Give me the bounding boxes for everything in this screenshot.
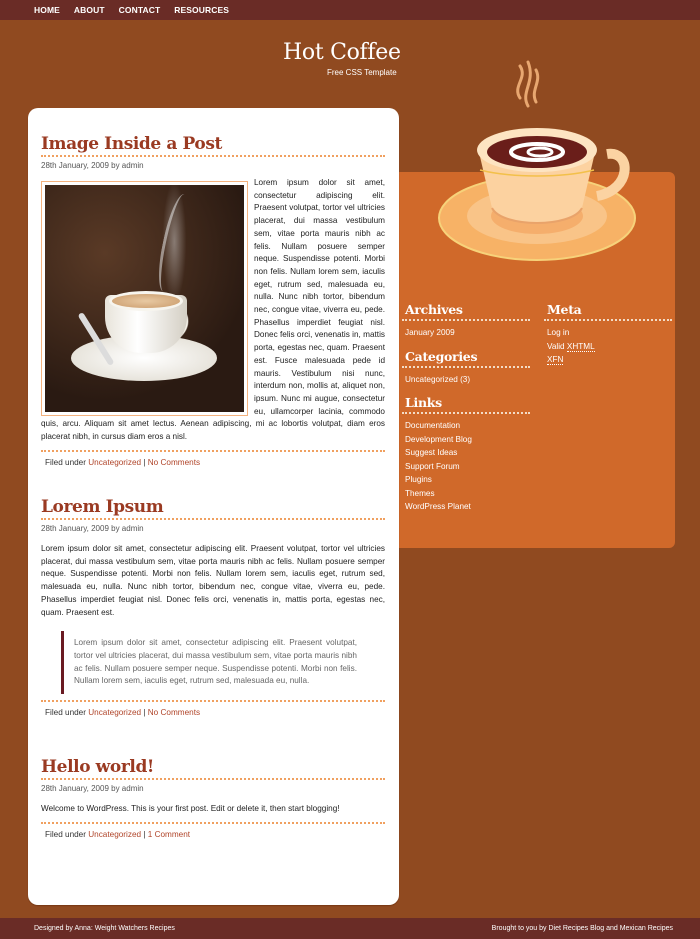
link-documentation[interactable]: Documentation <box>405 421 461 430</box>
separator: | <box>141 708 148 718</box>
nav-about[interactable]: ABOUT <box>73 5 105 15</box>
top-navigation <box>0 0 700 20</box>
nav-resources[interactable]: RESOURCES <box>174 5 230 15</box>
footer-credit-left[interactable]: Designed by Anna: Weight Watchers Recipes <box>34 925 175 932</box>
post-image-inside <box>41 134 385 467</box>
category-link[interactable]: Uncategorized (3) <box>405 374 471 384</box>
post-title[interactable]: Image Inside a Post <box>41 134 385 157</box>
login-link[interactable]: Log in <box>547 328 570 337</box>
categories-title: Categories <box>402 349 530 368</box>
nav-contact[interactable]: CONTACT <box>118 5 161 15</box>
xfn-link[interactable]: XFN <box>547 355 564 364</box>
coffee-cup-illustration <box>432 58 642 268</box>
sidebar-left-column <box>402 302 530 523</box>
comments-link[interactable]: 1 Comment <box>147 829 191 839</box>
post-body <box>41 177 385 444</box>
footer-credit-right[interactable]: Brought to you by Diet Recipes Blog and Mexican Recipes <box>491 925 673 932</box>
category-link[interactable]: Uncategorized <box>88 829 142 839</box>
post-body: Lorem ipsum dolor sit amet, consectetur adipiscing elit. Praesent volutpat, tortor vel ultricies placerat, dui massa vestibulum sem, vitae porta mauris nibh ac felis. Nullam posuere semper neque. Suspendisse potenti. Morbi non felis. Nullam lorem sem, iaculis eget, rutrum sed, malesuada eu, nulla. Nunc nibh tortor, bibendum nec, congue vitae, viverra eu, pede. Phasellus imperdiet feugiat nisl. Donec felis orci, venenatis in, mattis porta, egestas nec, quam. Praesent est. <box>41 544 385 617</box>
site-tagline: Free CSS Template <box>327 68 397 77</box>
link-wordpress-planet[interactable]: WordPress Planet <box>405 502 471 511</box>
nav-home[interactable]: HOME <box>34 5 60 15</box>
meta-title: Meta <box>544 302 672 321</box>
post-meta: 28th January, 2009 by admin <box>41 161 144 170</box>
sidebar-right-column <box>544 302 672 376</box>
coffee-cup-on-beans-photo <box>45 185 244 412</box>
comments-link[interactable]: No Comments <box>147 457 201 467</box>
post-footer <box>41 824 385 839</box>
archive-link[interactable]: January 2009 <box>405 328 455 337</box>
site-title[interactable]: Hot Coffee <box>283 40 401 65</box>
separator: | <box>141 829 148 839</box>
meta-widget <box>544 302 672 376</box>
post-hello-world <box>41 757 385 839</box>
link-suggest-ideas[interactable]: Suggest Ideas <box>405 448 458 457</box>
link-plugins[interactable]: Plugins <box>405 475 432 484</box>
steam-shape <box>153 192 195 294</box>
category-link[interactable]: Uncategorized <box>88 457 142 467</box>
post-lorem-ipsum <box>41 497 385 717</box>
site-footer <box>0 918 700 939</box>
post-meta: 28th January, 2009 by admin <box>41 784 144 793</box>
separator: | <box>141 457 148 467</box>
comments-link[interactable]: No Comments <box>147 708 201 718</box>
post-footer <box>41 452 385 467</box>
link-development-blog[interactable]: Development Blog <box>405 434 472 444</box>
filed-under-label: Filed under <box>45 829 89 839</box>
link-support-forum[interactable]: Support Forum <box>405 461 460 471</box>
post-text: Lorem ipsum dolor sit amet, consectetur adipiscing elit. Praesent volutpat, tortor vel ultricies placerat, dui massa vestibulum sem, vitae porta mauris nibh ac felis. Nullam posuere semper neque. Suspendisse potenti. Morbi non felis. Nullam lorem sem, iaculis eget, rutrum sed, malesuada eu, nulla. Nunc nibh tortor, bibendum nec, congue vitae, viverra eu, pede. Phasellus imperdiet feugiat nisl. Donec felis orci, venenatis in, mattis porta, egestas nec, quam. Praesent est. Fusce malesuada pede id mauris. Vestibulum nisi nunc, interdum non, mollis at, aliquet non, ipsum. Nunc mi augue, consectetur eu, ullamcorper lacinia, commodo quis, arcu. Aliquam sit amet lectus. Aenean adipiscing, mi ac lobortis volutpat, diam eros placerat nibh, in cursus diam eros a nisl. <box>41 178 385 442</box>
filed-under-label: Filed under <box>45 457 89 467</box>
valid-label: Valid <box>547 341 567 351</box>
xhtml-link[interactable]: XHTML <box>566 341 595 351</box>
post-footer <box>41 702 385 717</box>
category-link[interactable]: Uncategorized <box>88 708 142 718</box>
link-themes[interactable]: Themes <box>405 488 435 498</box>
links-widget <box>402 395 530 523</box>
post-meta: 28th January, 2009 by admin <box>41 524 144 533</box>
archives-widget <box>402 302 530 349</box>
blockquote: Lorem ipsum dolor sit amet, consectetur adipiscing elit. Praesent volutpat, tortor vel ultricies placerat, dui massa vestibulum sem, vitae porta mauris nibh ac felis. Nullam posuere semper neque. Suspendisse potenti. Morbi non felis. Nullam lorem sem, iaculis eget, rutrum sed, malesuada eu, nulla. <box>61 631 385 694</box>
post-title[interactable]: Hello world! <box>41 757 385 780</box>
filed-under-label: Filed under <box>45 708 89 718</box>
categories-widget <box>402 349 530 396</box>
archives-title: Archives <box>402 302 530 321</box>
post-title[interactable]: Lorem Ipsum <box>41 497 385 520</box>
links-title: Links <box>402 395 530 414</box>
main-content <box>28 108 399 905</box>
coffee-surface-shape <box>109 291 183 311</box>
post-image <box>41 181 248 416</box>
post-body: Welcome to WordPress. This is your first post. Edit or delete it, then start blogging! <box>41 804 340 813</box>
